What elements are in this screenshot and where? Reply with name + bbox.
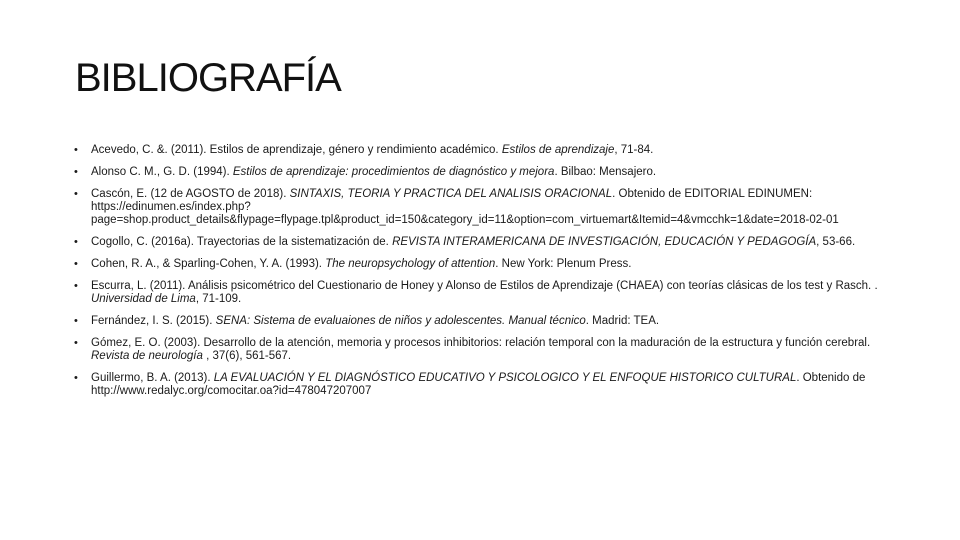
reference-text: Gómez, E. O. (2003). Desarrollo de la atención, memoria y procesos inhibitorios: relación temporal con la maduración de la estructura y función cerebral. [91, 337, 871, 349]
reference-item [74, 188, 894, 227]
reference-text-end: . Obtenido de http://www.redalyc.org/comocitar.oa?id=478047207007 [91, 372, 866, 397]
reference-text-end: . Bilbao: Mensajero. [554, 166, 657, 178]
reference-list [74, 144, 894, 407]
reference-text: Fernández, I. S. (2015). [91, 315, 216, 327]
bullet-icon: • [74, 280, 78, 292]
reference-source: The neuropsychology of attention [325, 258, 496, 270]
reference-item [74, 236, 894, 249]
reference-text: Cascón, E. (12 de AGOSTO de 2018). [91, 188, 290, 200]
bullet-icon: • [74, 236, 78, 248]
reference-text-end: , 71-109. [195, 293, 242, 305]
reference-item [74, 280, 894, 306]
reference-source: REVISTA INTERAMERICANA DE INVESTIGACIÓN, EDUCACIÓN Y PEDAGOGÍA [392, 236, 817, 248]
reference-item [74, 372, 894, 398]
bullet-icon: • [74, 188, 78, 200]
reference-text: Acevedo, C. &. (2011). Estilos de aprendizaje, género y rendimiento académico. [91, 144, 502, 156]
reference-item [74, 337, 894, 363]
reference-source: Estilos de aprendizaje [501, 144, 615, 156]
reference-item [74, 144, 894, 157]
reference-source: SENA: Sistema de evaluaiones de niños y adolescentes. Manual técnico [215, 315, 586, 327]
reference-text-end: . Madrid: TEA. [585, 315, 660, 327]
bullet-icon: • [74, 337, 78, 349]
reference-text: Guillermo, B. A. (2013). [91, 372, 214, 384]
reference-item [74, 166, 894, 179]
bullet-icon: • [74, 372, 78, 384]
reference-text: Alonso C. M., G. D. (1994). [91, 166, 233, 178]
reference-source: Universidad de Lima [91, 293, 196, 305]
reference-source: SINTAXIS, TEORIA Y PRACTICA DEL ANALISIS ORACIONAL [289, 188, 613, 200]
reference-text-end: . New York: Plenum Press. [495, 258, 632, 270]
reference-source: LA EVALUACIÓN Y EL DIAGNÓSTICO EDUCATIVO Y PSICOLOGICO Y EL ENFOQUE HISTORICO CULTURAL [213, 372, 797, 384]
reference-item [74, 315, 894, 328]
page-title: BIBLIOGRAFÍA [75, 56, 341, 100]
reference-text: Cohen, R. A., & Sparling-Cohen, Y. A. (1993). [91, 258, 326, 270]
bullet-icon: • [74, 166, 78, 178]
reference-text: Escurra, L. (2011). Análisis psicométrico del Cuestionario de Honey y Alonso de Estilos de Aprendizaje (CHAEA) con teorías clásicas de los test y Rasch. . [91, 280, 878, 292]
reference-source: Revista de neurología [91, 350, 203, 362]
bullet-icon: • [74, 315, 78, 327]
bullet-icon: • [74, 258, 78, 270]
reference-item [74, 258, 894, 271]
bullet-icon: • [74, 144, 78, 156]
reference-text-end: . Obtenido de EDITORIAL EDINUMEN: https://edinumen.es/index.php?page=shop.product_details&flypage=flypage.tpl&product_id=150&category_id=11&option=com_virtuemart&Itemid=4&vmcchk=1&date=2018-02-01 [91, 188, 839, 226]
reference-text: Cogollo, C. (2016a). Trayectorias de la sistematización de. [91, 236, 393, 248]
reference-source: Estilos de aprendizaje: procedimientos de diagnóstico y mejora [232, 166, 555, 178]
reference-text-end: , 53-66. [816, 236, 856, 248]
reference-text-end: , 37(6), 561-567. [202, 350, 292, 362]
reference-text-end: , 71-84. [614, 144, 654, 156]
